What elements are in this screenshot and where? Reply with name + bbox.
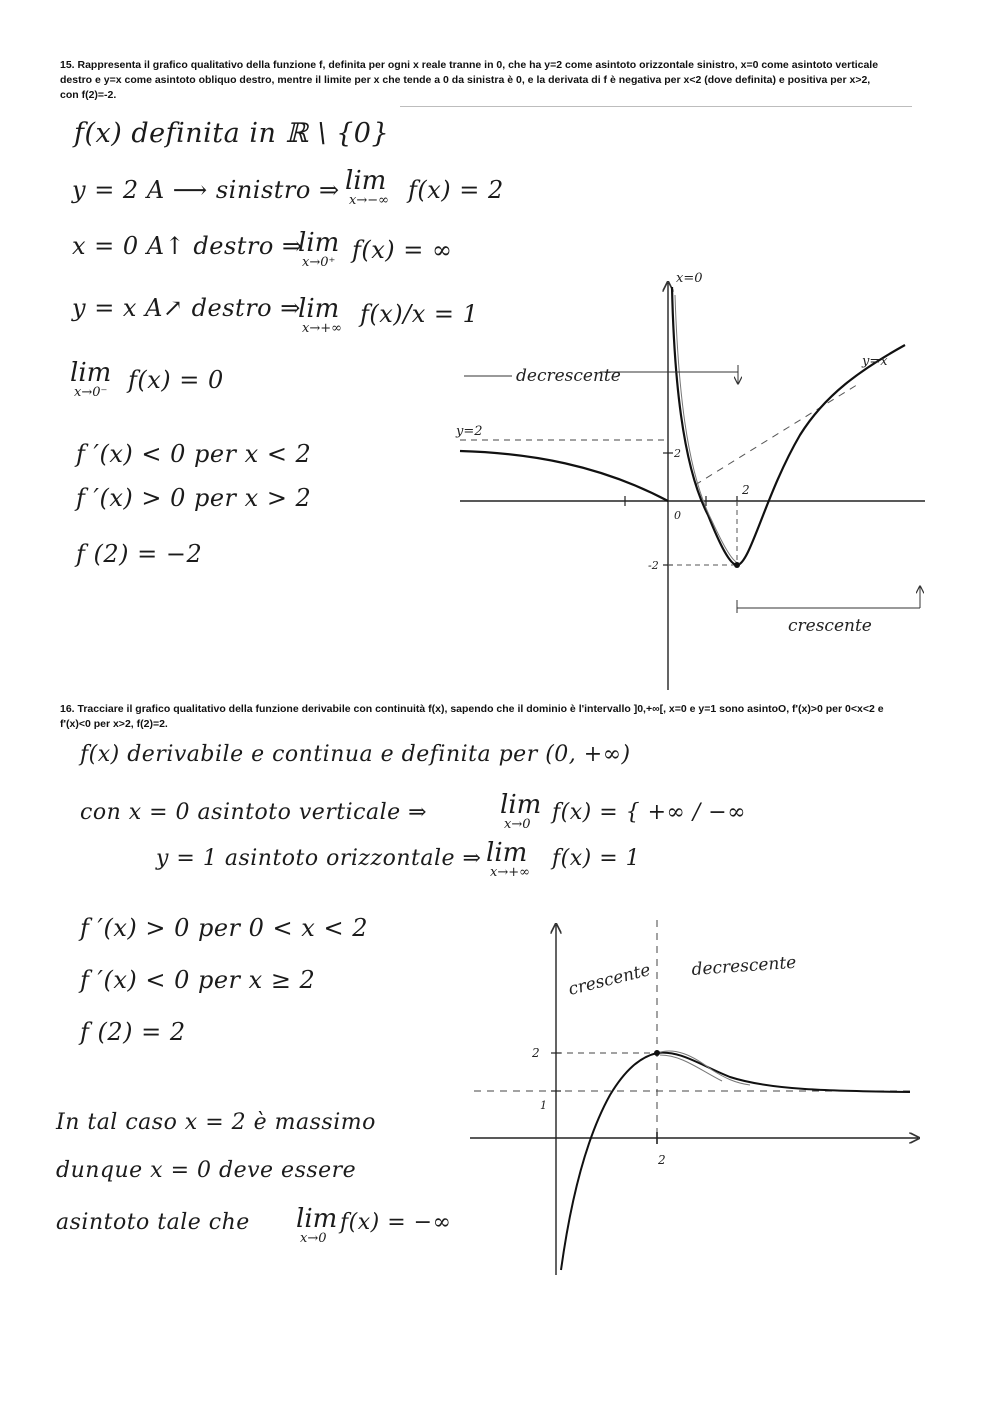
label-decreasing: decrescente <box>516 366 621 386</box>
p15-limit-zero-minus-value: f(x) = 0 <box>128 366 224 394</box>
label-x0: x=0 <box>676 271 703 286</box>
lim-subscript: x→+∞ <box>302 321 342 336</box>
p16-line-horizontal-asymptote: y = 1 asintoto orizzontale ⇒ <box>156 846 482 871</box>
p15-line-vertical-asymptote: x = 0 A↑ destro ⇒ <box>72 232 303 260</box>
label-y2: y=2 <box>456 424 483 439</box>
p15-line-left-asymptote: y = 2 A ⟶ sinistro ⇒ <box>72 176 340 204</box>
p16-line-derivative-negative: f ′(x) < 0 per x ≥ 2 <box>80 966 316 994</box>
maximum-point <box>654 1050 660 1056</box>
label-decreasing: decrescente <box>690 952 797 980</box>
lim-word: lim <box>296 1204 338 1234</box>
p16-limit-zero-value: f(x) = { +∞ / −∞ <box>552 800 747 825</box>
lim-word: lim <box>298 228 340 258</box>
p16-line-definition: f(x) derivabile e continua e definita per (0, +∞) <box>80 742 631 767</box>
tick-label-2-y: 2 <box>674 447 681 460</box>
p16-line-maximum: In tal caso x = 2 è massimo <box>56 1110 376 1135</box>
p15-limit-minus-inf <box>345 168 389 208</box>
tick-label-1-y: 1 <box>540 1099 547 1112</box>
lim-word: lim <box>486 838 528 868</box>
lim-word: lim <box>70 358 112 388</box>
tick-label-2-x: 2 <box>658 1153 666 1167</box>
problem-15-prompt: 15. Rappresenta il grafico qualitativo della funzione f, definita per ogni x reale tranne in 0, che ha y=2 come asintoto orizzontale sinistro, x=0 come asintoto verticale destro e y=x come asintoto obliquo destro, mentre il limite per x che tende a 0 da sinistra è 0, e la derivata di f è negativa per x<2 (dove definita) e positiva per x>2, con f(2)=-2. <box>60 59 879 101</box>
curve-right-branch <box>672 287 905 565</box>
p15-line-domain: f(x) definita in ℝ \ {0} <box>74 118 390 149</box>
p15-limit-plus-inf-value: f(x)/x = 1 <box>360 300 479 328</box>
p15-line-derivative-positive: f ′(x) > 0 per x > 2 <box>76 484 312 512</box>
lim-word: lim <box>345 166 387 196</box>
p15-limit-zero-plus <box>298 230 339 270</box>
lim-subscript: x→0⁺ <box>302 255 336 270</box>
label-increasing: crescente <box>788 616 872 636</box>
p15-line-point-value: f (2) = −2 <box>76 540 203 568</box>
p15-limit-zero-plus-value: f(x) = ∞ <box>352 236 453 264</box>
p16-graph <box>460 915 930 1280</box>
curve-increasing-branch <box>561 1053 657 1270</box>
p15-limit-zero-minus <box>70 360 111 400</box>
p15-line-oblique-asymptote: y = x A↗ destro ⇒ <box>72 294 301 322</box>
label-increasing: crescente <box>566 960 653 1000</box>
label-yx: y=x <box>862 354 888 369</box>
p16-limit-plus-inf-value: f(x) = 1 <box>552 846 641 871</box>
curve-right-branch-sketch <box>675 295 740 564</box>
minimum-point <box>734 562 740 568</box>
p16-limit-zero-final <box>296 1206 337 1246</box>
p16-line-therefore: dunque x = 0 deve essere <box>56 1158 357 1183</box>
p16-line-point-value: f (2) = 2 <box>80 1018 186 1046</box>
p15-line-derivative-negative: f ′(x) < 0 per x < 2 <box>76 440 312 468</box>
lim-subscript: x→−∞ <box>349 193 389 208</box>
tick-label-minus-2: -2 <box>648 559 659 572</box>
asymptote-yx <box>695 383 860 485</box>
tick-label-0: 0 <box>674 509 681 522</box>
tick-label-2-x: 2 <box>742 483 750 497</box>
separator-line <box>400 106 912 107</box>
problem-16-prompt: 16. Tracciare il grafico qualitativo della funzione derivabile con continuità f(x), sapendo che il dominio è l'intervallo ]0,+∞[, x=0 e y=1 sono asintoO, f'(x)>0 per 0<x<2 e f'(x)<0 per x>2, f(2)=2. <box>60 703 884 730</box>
curve-left-branch <box>460 451 668 501</box>
lim-word: lim <box>298 294 340 324</box>
tick-label-2-y: 2 <box>532 1046 540 1060</box>
p16-limit-zero-final-value: f(x) = −∞ <box>340 1210 452 1235</box>
p16-limit-plus-inf <box>486 840 530 880</box>
lim-word: lim <box>500 790 542 820</box>
p15-graph <box>450 265 930 695</box>
p16-limit-zero <box>500 792 541 832</box>
lim-subscript: x→0 <box>300 1231 327 1246</box>
p16-line-vertical-asymptote: con x = 0 asintoto verticale ⇒ <box>80 800 428 825</box>
p16-line-asymptote-condition: asintoto tale che <box>56 1210 250 1235</box>
lim-subscript: x→+∞ <box>490 865 530 880</box>
p15-limit-plus-inf <box>298 296 342 336</box>
p16-line-derivative-positive: f ′(x) > 0 per 0 < x < 2 <box>80 914 368 942</box>
lim-subscript: x→0⁻ <box>74 385 108 400</box>
p15-limit-minus-inf-value: f(x) = 2 <box>408 176 504 204</box>
lim-subscript: x→0 <box>504 817 531 832</box>
